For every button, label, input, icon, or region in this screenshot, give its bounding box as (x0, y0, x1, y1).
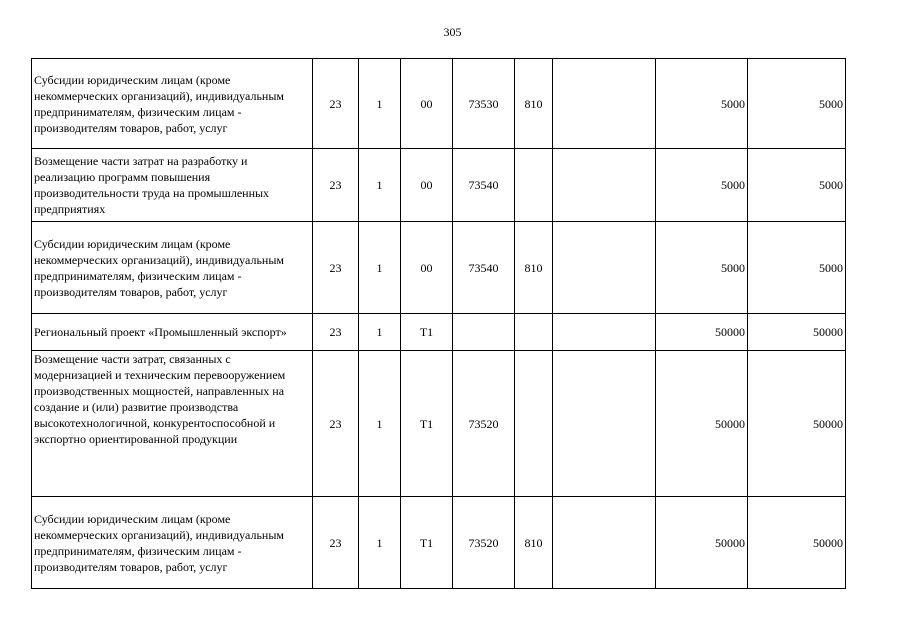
cell-code-1: 23 (313, 149, 359, 222)
cell-amount-1: 5000 (656, 222, 748, 314)
cell-amount-1: 5000 (656, 149, 748, 222)
cell-code-3: Т1 (401, 351, 453, 497)
cell-code-1: 23 (313, 222, 359, 314)
cell-amount-2: 5000 (748, 149, 846, 222)
cell-code-2: 1 (359, 149, 401, 222)
cell-code-4: 73530 (453, 59, 515, 149)
cell-code-2: 1 (359, 222, 401, 314)
cell-amount-1: 5000 (656, 59, 748, 149)
cell-code-3: Т1 (401, 314, 453, 351)
cell-code-2: 1 (359, 314, 401, 351)
cell-code-3: 00 (401, 149, 453, 222)
cell-amount-2: 50000 (748, 497, 846, 589)
cell-amount-2: 50000 (748, 314, 846, 351)
cell-code-5 (515, 149, 553, 222)
cell-code-4: 73540 (453, 149, 515, 222)
page-number: 305 (443, 25, 462, 39)
table-row (32, 351, 846, 497)
cell-code-1: 23 (313, 314, 359, 351)
row-description: Региональный проект «Промышленный экспорт» (32, 314, 313, 351)
cell-code-5 (515, 351, 553, 497)
cell-code-4 (453, 314, 515, 351)
cell-amount-2: 5000 (748, 222, 846, 314)
row-description: Возмещение части затрат на разработку и реализацию программ повышения производительности труда на промышленных предприятиях (32, 149, 313, 222)
table-row (32, 149, 846, 222)
cell-empty (553, 314, 656, 351)
table-row (32, 59, 846, 149)
cell-empty (553, 222, 656, 314)
cell-amount-1: 50000 (656, 351, 748, 497)
cell-code-3: 00 (401, 59, 453, 149)
cell-code-2: 1 (359, 497, 401, 589)
cell-code-5: 810 (515, 59, 553, 149)
cell-empty (553, 59, 656, 149)
cell-code-4: 73520 (453, 351, 515, 497)
cell-code-4: 73520 (453, 497, 515, 589)
table-row (32, 497, 846, 589)
cell-code-1: 23 (313, 351, 359, 497)
cell-code-5 (515, 314, 553, 351)
cell-code-2: 1 (359, 351, 401, 497)
cell-code-1: 23 (313, 497, 359, 589)
row-description: Субсидии юридическим лицам (кроме некоммерческих организаций), индивидуальным предпринимателям, физическим лицам - производителям товаров, работ, услуг (32, 497, 313, 589)
cell-amount-2: 50000 (748, 351, 846, 497)
budget-table (31, 58, 846, 589)
row-description: Субсидии юридическим лицам (кроме некоммерческих организаций), индивидуальным предпринимателям, физическим лицам - производителям товаров, работ, услуг (32, 222, 313, 314)
cell-code-5: 810 (515, 497, 553, 589)
cell-empty (553, 351, 656, 497)
cell-empty (553, 149, 656, 222)
row-description: Субсидии юридическим лицам (кроме некоммерческих организаций), индивидуальным предпринимателям, физическим лицам - производителям товаров, работ, услуг (32, 59, 313, 149)
table-row (32, 222, 846, 314)
row-description: Возмещение части затрат, связанных с модернизацией и техническим перевооружением производственных мощностей, направленных на создание и (или) развитие производства высокотехнологичной, конкурентоспособной и экспортно ориентированной продукции (32, 351, 313, 497)
cell-code-3: 00 (401, 222, 453, 314)
cell-amount-1: 50000 (656, 497, 748, 589)
cell-code-5: 810 (515, 222, 553, 314)
cell-code-3: Т1 (401, 497, 453, 589)
cell-code-1: 23 (313, 59, 359, 149)
cell-empty (553, 497, 656, 589)
cell-amount-2: 5000 (748, 59, 846, 149)
table-row (32, 314, 846, 351)
cell-code-4: 73540 (453, 222, 515, 314)
cell-amount-1: 50000 (656, 314, 748, 351)
cell-code-2: 1 (359, 59, 401, 149)
